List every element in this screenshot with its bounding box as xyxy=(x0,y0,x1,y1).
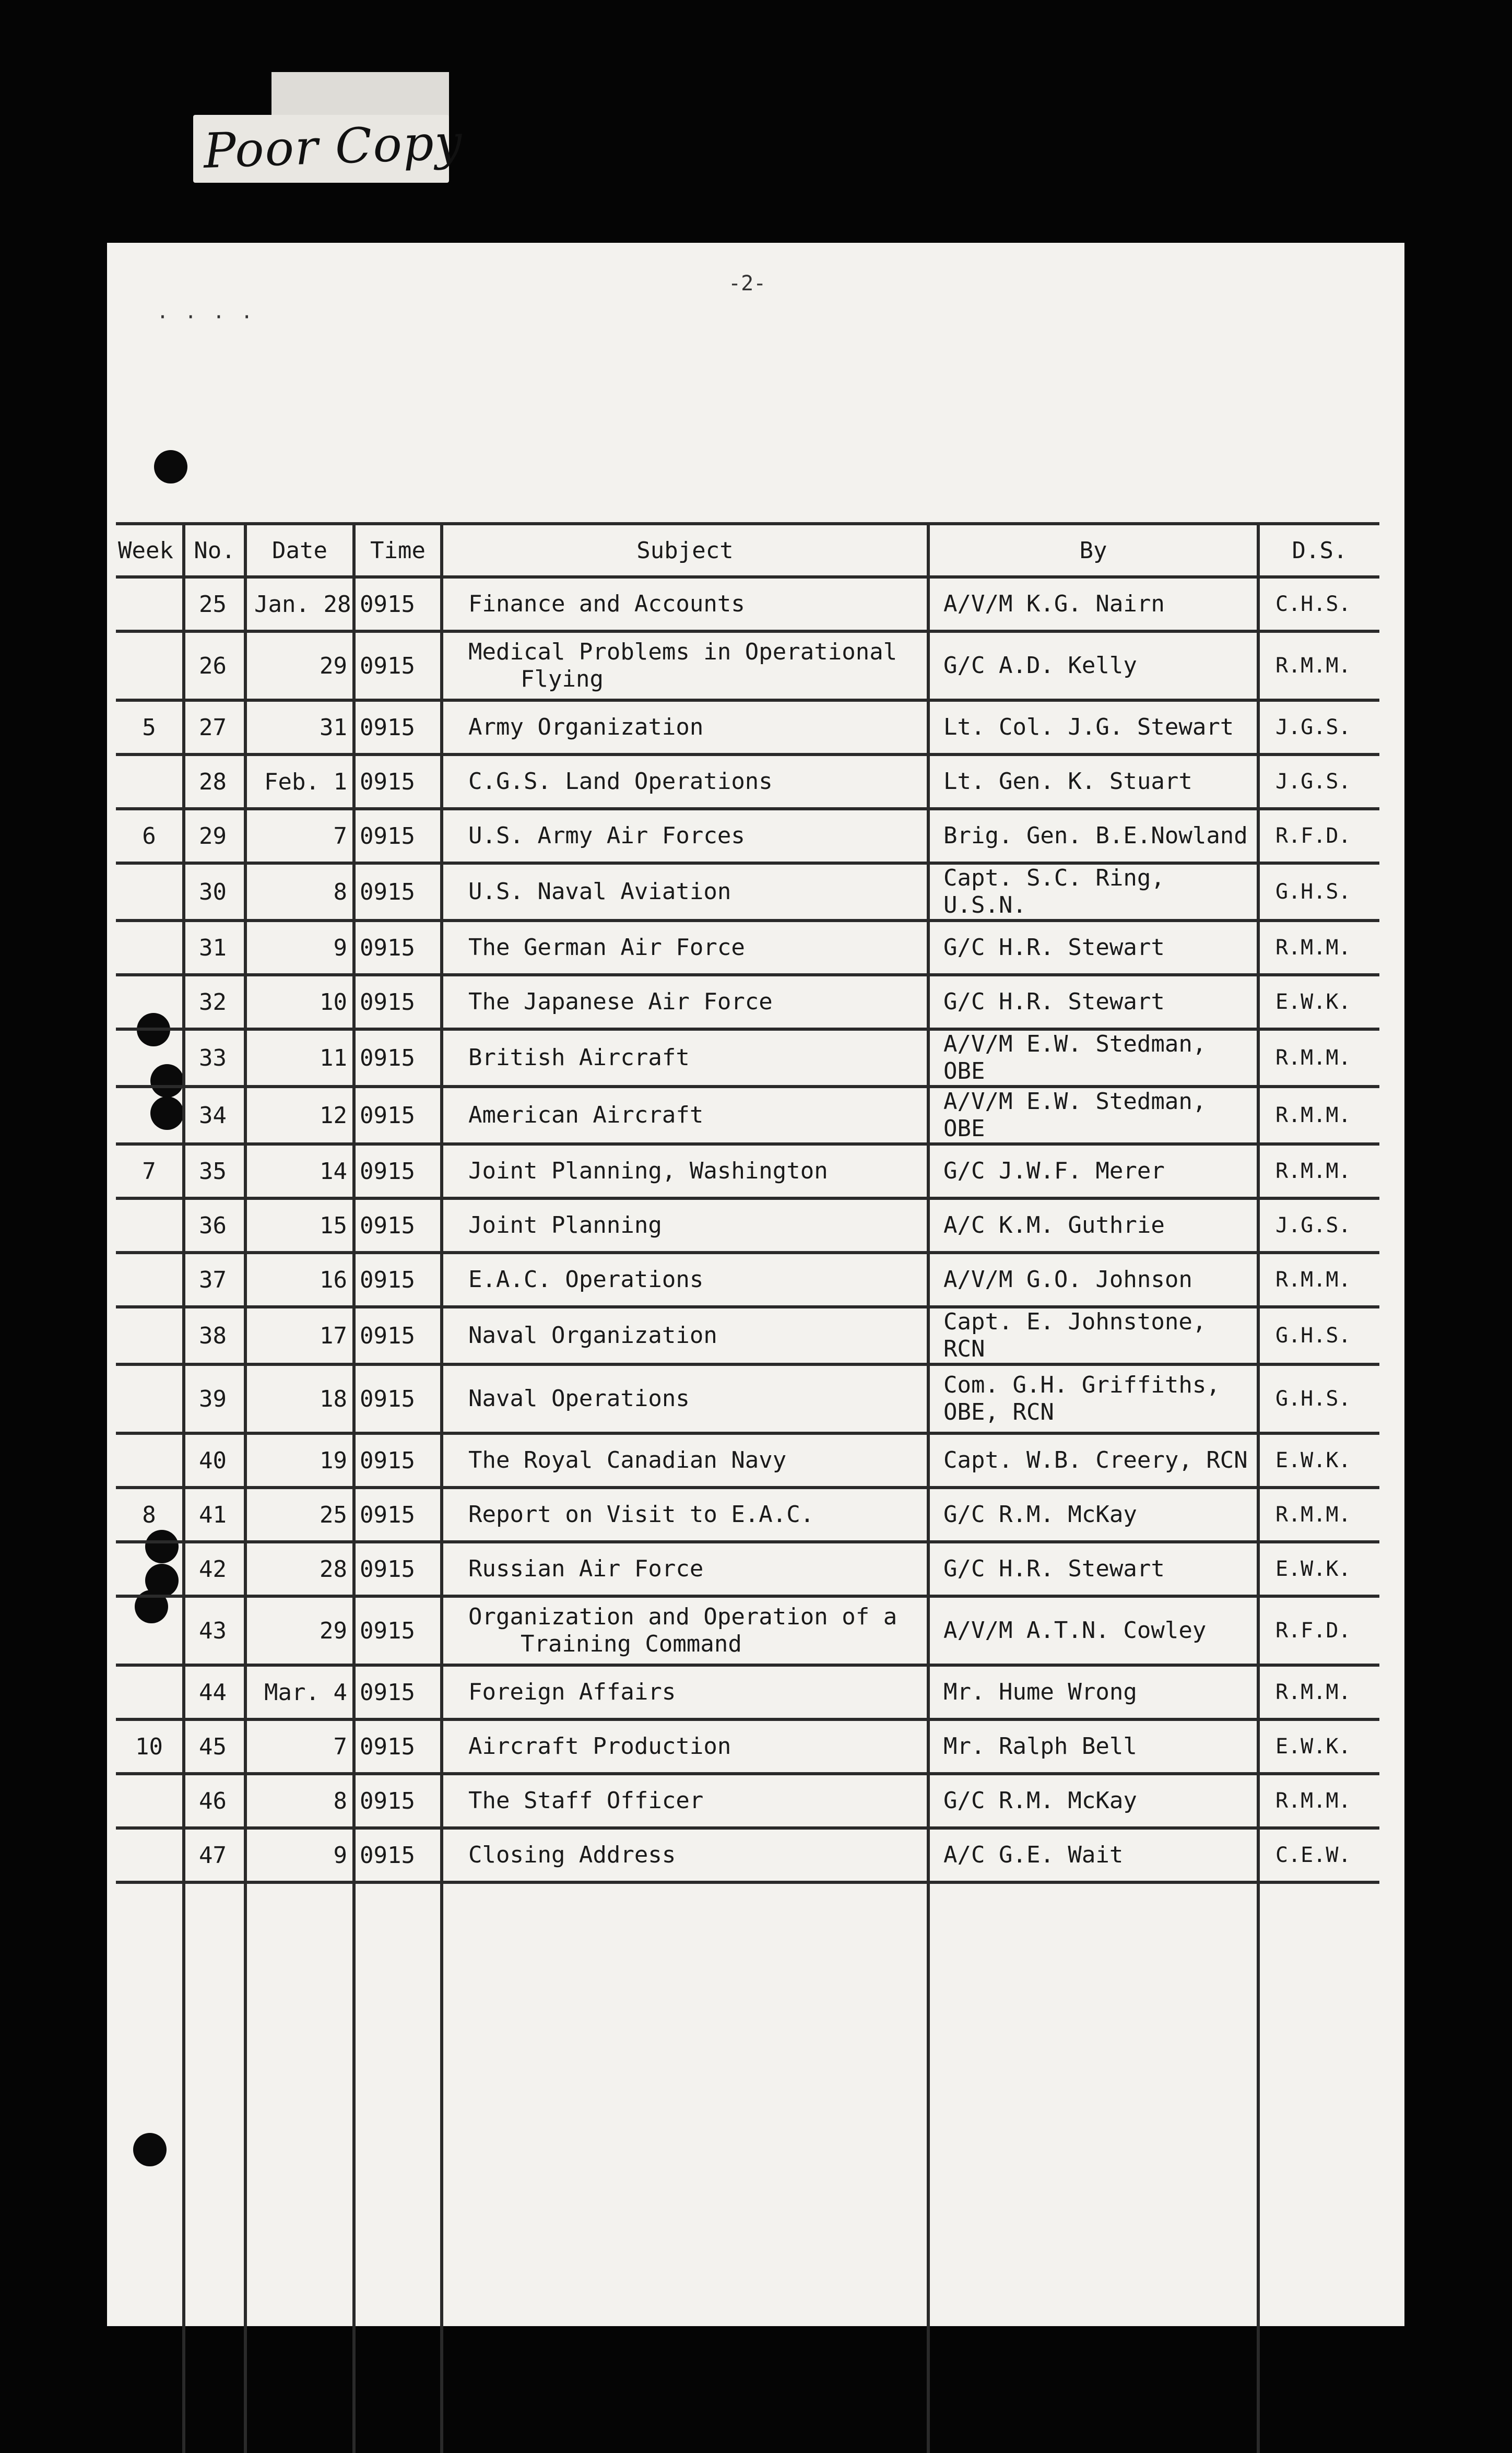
cell-time: 0915 xyxy=(354,1364,442,1433)
cell-date: Feb. 1 xyxy=(245,754,354,809)
cell-by: G/C J.W.F. Merer xyxy=(928,1144,1258,1198)
cell-time: 0915 xyxy=(354,577,442,631)
cell-ds: E.W.K. xyxy=(1258,1433,1379,1488)
cell-by: A/V/M E.W. Stedman, OBE xyxy=(928,1087,1258,1144)
cell-time: 0915 xyxy=(354,1542,442,1596)
cell-by: A/C K.M. Guthrie xyxy=(928,1198,1258,1253)
cell-by: Mr. Hume Wrong xyxy=(928,1665,1258,1719)
cell-by: G/C H.R. Stewart xyxy=(928,1542,1258,1596)
cell-subject: Report on Visit to E.A.C. xyxy=(442,1488,928,1542)
cell-date: 9 xyxy=(245,921,354,975)
cell-subject: Russian Air Force xyxy=(442,1542,928,1596)
cell-date: 25 xyxy=(245,1488,354,1542)
subject-line-2: Training Command xyxy=(521,1631,742,1657)
blank-cell xyxy=(184,1882,245,2453)
cell-week xyxy=(116,577,184,631)
cell-no: 29 xyxy=(184,809,245,863)
table-row xyxy=(116,1488,1379,1542)
cell-subject: U.S. Naval Aviation xyxy=(442,863,928,921)
table-blank-row xyxy=(116,1882,1379,2453)
cell-no: 40 xyxy=(184,1433,245,1488)
cell-ds: G.H.S. xyxy=(1258,863,1379,921)
cell-time: 0915 xyxy=(354,1596,442,1665)
cell-date: Jan. 28 xyxy=(245,577,354,631)
cell-date: 29 xyxy=(245,631,354,700)
cell-ds: C.E.W. xyxy=(1258,1828,1379,1882)
cell-week xyxy=(116,754,184,809)
table-row xyxy=(116,1774,1379,1828)
cell-time: 0915 xyxy=(354,631,442,700)
cell-no: 47 xyxy=(184,1828,245,1882)
cell-week: 7 xyxy=(116,1144,184,1198)
cell-date: 7 xyxy=(245,809,354,863)
punch-hole-top xyxy=(154,450,187,483)
table-row xyxy=(116,1087,1379,1144)
cell-week xyxy=(116,1774,184,1828)
cell-week xyxy=(116,1433,184,1488)
cell-subject: The German Air Force xyxy=(442,921,928,975)
cell-no: 45 xyxy=(184,1719,245,1774)
cell-time: 0915 xyxy=(354,1307,442,1364)
cell-by: A/V/M E.W. Stedman, OBE xyxy=(928,1029,1258,1087)
blank-cell xyxy=(928,1882,1258,2453)
cell-by: A/V/M G.O. Johnson xyxy=(928,1253,1258,1307)
cell-time: 0915 xyxy=(354,975,442,1029)
cell-time: 0915 xyxy=(354,1198,442,1253)
table-row xyxy=(116,1364,1379,1433)
cell-subject xyxy=(442,1596,928,1665)
cell-subject: Naval Operations xyxy=(442,1364,928,1433)
header-week: Week xyxy=(116,524,184,577)
cell-week xyxy=(116,1253,184,1307)
cell-week xyxy=(116,631,184,700)
cell-date: 12 xyxy=(245,1087,354,1144)
cell-week xyxy=(116,1828,184,1882)
cell-ds: E.W.K. xyxy=(1258,1719,1379,1774)
cell-time: 0915 xyxy=(354,1433,442,1488)
table-row xyxy=(116,631,1379,700)
header-date: Date xyxy=(245,524,354,577)
cell-subject: The Royal Canadian Navy xyxy=(442,1433,928,1488)
cell-date: 11 xyxy=(245,1029,354,1087)
table-row xyxy=(116,1198,1379,1253)
cell-ds: J.G.S. xyxy=(1258,754,1379,809)
cell-ds: R.M.M. xyxy=(1258,1087,1379,1144)
cell-time: 0915 xyxy=(354,700,442,754)
cell-date: 17 xyxy=(245,1307,354,1364)
cell-time: 0915 xyxy=(354,1087,442,1144)
cell-ds: R.F.D. xyxy=(1258,1596,1379,1665)
blank-cell xyxy=(354,1882,442,2453)
cell-no: 39 xyxy=(184,1364,245,1433)
blank-cell xyxy=(442,1882,928,2453)
cell-subject: American Aircraft xyxy=(442,1087,928,1144)
cell-subject xyxy=(442,631,928,700)
header-no: No. xyxy=(184,524,245,577)
cell-no: 32 xyxy=(184,975,245,1029)
cell-no: 35 xyxy=(184,1144,245,1198)
cell-ds: J.G.S. xyxy=(1258,700,1379,754)
cell-week: 10 xyxy=(116,1719,184,1774)
table-row xyxy=(116,1253,1379,1307)
cell-time: 0915 xyxy=(354,1828,442,1882)
cell-date: 10 xyxy=(245,975,354,1029)
cell-by: Capt. S.C. Ring, U.S.N. xyxy=(928,863,1258,921)
cell-date: 16 xyxy=(245,1253,354,1307)
cell-date: 8 xyxy=(245,863,354,921)
cell-date: 29 xyxy=(245,1596,354,1665)
cell-by: Lt. Col. J.G. Stewart xyxy=(928,700,1258,754)
cell-by: A/C G.E. Wait xyxy=(928,1828,1258,1882)
cell-week xyxy=(116,1542,184,1596)
cell-week xyxy=(116,921,184,975)
table-row xyxy=(116,1307,1379,1364)
subject-line-2: Flying xyxy=(521,666,604,692)
cell-no: 46 xyxy=(184,1774,245,1828)
table-row xyxy=(116,863,1379,921)
cell-time: 0915 xyxy=(354,1144,442,1198)
cell-ds: R.M.M. xyxy=(1258,1774,1379,1828)
cell-subject: U.S. Army Air Forces xyxy=(442,809,928,863)
cell-week xyxy=(116,975,184,1029)
cell-week: 5 xyxy=(116,700,184,754)
cell-time: 0915 xyxy=(354,1665,442,1719)
cell-by: G/C H.R. Stewart xyxy=(928,921,1258,975)
cell-date: 15 xyxy=(245,1198,354,1253)
cell-week: 6 xyxy=(116,809,184,863)
cell-subject: Closing Address xyxy=(442,1828,928,1882)
cell-no: 42 xyxy=(184,1542,245,1596)
cell-ds: R.M.M. xyxy=(1258,1253,1379,1307)
cell-subject: Naval Organization xyxy=(442,1307,928,1364)
cell-by: G/C R.M. McKay xyxy=(928,1774,1258,1828)
cell-week xyxy=(116,1665,184,1719)
cell-by: Capt. E. Johnstone, RCN xyxy=(928,1307,1258,1364)
header-subject: Subject xyxy=(442,524,928,577)
table-row xyxy=(116,700,1379,754)
cell-ds: R.M.M. xyxy=(1258,1029,1379,1087)
cell-ds: E.W.K. xyxy=(1258,1542,1379,1596)
cell-no: 34 xyxy=(184,1087,245,1144)
page-number: -2- xyxy=(728,272,766,296)
cell-subject: C.G.S. Land Operations xyxy=(442,754,928,809)
cell-by: A/V/M K.G. Nairn xyxy=(928,577,1258,631)
cell-subject: Army Organization xyxy=(442,700,928,754)
cell-ds: E.W.K. xyxy=(1258,975,1379,1029)
subject-line-1: Organization and Operation of a xyxy=(468,1603,897,1630)
cell-ds: R.M.M. xyxy=(1258,1665,1379,1719)
cell-time: 0915 xyxy=(354,1488,442,1542)
cell-by: Brig. Gen. B.E.Nowland xyxy=(928,809,1258,863)
cell-no: 25 xyxy=(184,577,245,631)
cell-time: 0915 xyxy=(354,921,442,975)
cell-ds: R.F.D. xyxy=(1258,809,1379,863)
cell-week xyxy=(116,1087,184,1144)
cell-date: 19 xyxy=(245,1433,354,1488)
cell-date: 8 xyxy=(245,1774,354,1828)
poor-copy-text: Poor Copy xyxy=(203,114,464,179)
cell-no: 31 xyxy=(184,921,245,975)
table-row xyxy=(116,1433,1379,1488)
cell-ds: G.H.S. xyxy=(1258,1364,1379,1433)
lecture-schedule-table xyxy=(116,522,1379,2453)
cell-subject: Foreign Affairs xyxy=(442,1665,928,1719)
cell-no: 27 xyxy=(184,700,245,754)
cell-no: 33 xyxy=(184,1029,245,1087)
table-row xyxy=(116,1719,1379,1774)
cell-time: 0915 xyxy=(354,1774,442,1828)
cell-date: 7 xyxy=(245,1719,354,1774)
cell-subject: E.A.C. Operations xyxy=(442,1253,928,1307)
cell-subject: British Aircraft xyxy=(442,1029,928,1087)
cell-no: 37 xyxy=(184,1253,245,1307)
table-row xyxy=(116,1144,1379,1198)
blank-cell xyxy=(245,1882,354,2453)
cell-week xyxy=(116,1596,184,1665)
cell-date: Mar. 4 xyxy=(245,1665,354,1719)
cell-subject: The Japanese Air Force xyxy=(442,975,928,1029)
cell-week xyxy=(116,863,184,921)
cell-no: 30 xyxy=(184,863,245,921)
cell-date: 14 xyxy=(245,1144,354,1198)
cell-no: 28 xyxy=(184,754,245,809)
blank-cell xyxy=(1258,1882,1379,2453)
table-row xyxy=(116,1029,1379,1087)
cell-time: 0915 xyxy=(354,1029,442,1087)
cell-date: 28 xyxy=(245,1542,354,1596)
cell-by: Com. G.H. Griffiths, OBE, RCN xyxy=(928,1364,1258,1433)
cell-ds: R.M.M. xyxy=(1258,631,1379,700)
cell-date: 18 xyxy=(245,1364,354,1433)
table-row xyxy=(116,1828,1379,1882)
cell-by: A/V/M A.T.N. Cowley xyxy=(928,1596,1258,1665)
cell-subject: Joint Planning, Washington xyxy=(442,1144,928,1198)
subject-line-1: Medical Problems in Operational xyxy=(468,639,897,665)
table-row xyxy=(116,921,1379,975)
paper-specks: · · · · xyxy=(157,305,255,328)
table-row xyxy=(116,577,1379,631)
cell-subject: The Staff Officer xyxy=(442,1774,928,1828)
cell-time: 0915 xyxy=(354,1719,442,1774)
cell-time: 0915 xyxy=(354,754,442,809)
cell-ds: R.M.M. xyxy=(1258,1488,1379,1542)
cell-time: 0915 xyxy=(354,809,442,863)
table-row xyxy=(116,975,1379,1029)
cell-by: Lt. Gen. K. Stuart xyxy=(928,754,1258,809)
cell-time: 0915 xyxy=(354,1253,442,1307)
cell-by: Capt. W.B. Creery, RCN xyxy=(928,1433,1258,1488)
cell-no: 38 xyxy=(184,1307,245,1364)
table-row xyxy=(116,1596,1379,1665)
cell-no: 41 xyxy=(184,1488,245,1542)
table-row xyxy=(116,754,1379,809)
table-row xyxy=(116,1542,1379,1596)
cell-time: 0915 xyxy=(354,863,442,921)
cell-week xyxy=(116,1198,184,1253)
cell-ds: C.H.S. xyxy=(1258,577,1379,631)
cell-no: 44 xyxy=(184,1665,245,1719)
header-ds: D.S. xyxy=(1258,524,1379,577)
header-by: By xyxy=(928,524,1258,577)
cell-subject: Aircraft Production xyxy=(442,1719,928,1774)
cell-week xyxy=(116,1029,184,1087)
table-row xyxy=(116,1665,1379,1719)
table-header-row xyxy=(116,524,1379,577)
cell-no: 36 xyxy=(184,1198,245,1253)
cell-date: 31 xyxy=(245,700,354,754)
cell-by: G/C A.D. Kelly xyxy=(928,631,1258,700)
cell-ds: R.M.M. xyxy=(1258,1144,1379,1198)
cell-ds: R.M.M. xyxy=(1258,921,1379,975)
cell-ds: G.H.S. xyxy=(1258,1307,1379,1364)
cell-by: Mr. Ralph Bell xyxy=(928,1719,1258,1774)
cell-week xyxy=(116,1364,184,1433)
table-row xyxy=(116,809,1379,863)
cell-by: G/C H.R. Stewart xyxy=(928,975,1258,1029)
header-time: Time xyxy=(354,524,442,577)
cell-ds: J.G.S. xyxy=(1258,1198,1379,1253)
cell-subject: Joint Planning xyxy=(442,1198,928,1253)
cell-week xyxy=(116,1307,184,1364)
cell-no: 26 xyxy=(184,631,245,700)
cell-week: 8 xyxy=(116,1488,184,1542)
cell-subject: Finance and Accounts xyxy=(442,577,928,631)
cell-by: G/C R.M. McKay xyxy=(928,1488,1258,1542)
blank-cell xyxy=(116,1882,184,2453)
cell-no: 43 xyxy=(184,1596,245,1665)
cell-date: 9 xyxy=(245,1828,354,1882)
